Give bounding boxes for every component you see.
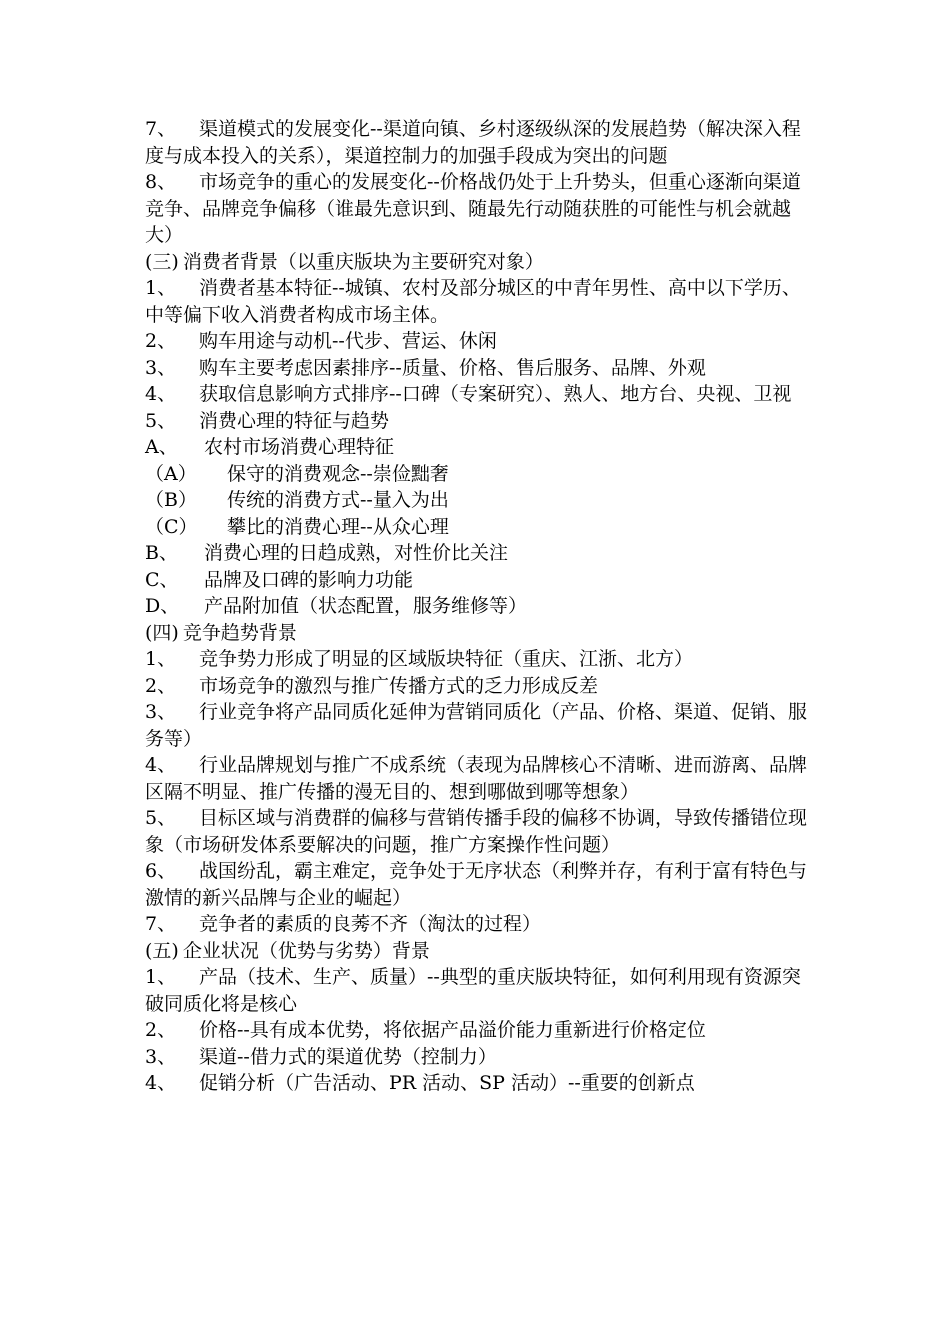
list-item [145, 646, 810, 673]
item-marker: 1、 [145, 648, 177, 670]
item-text: 消费者背景（以重庆版块为主要研究对象） [182, 250, 544, 273]
list-item [145, 540, 810, 567]
list-item [145, 567, 810, 594]
list-item [145, 461, 810, 488]
item-marker: 4、 [145, 754, 177, 776]
item-marker: 3、 [145, 356, 177, 379]
item-text: 市场竞争的重心的发展变化--价格战仍处于上升势头，但重心逐渐向渠道竞争、品牌竞争偏移（谁最先意识到、随最先行动随获胜的可能性与机会就越大） [145, 171, 801, 246]
list-item [145, 355, 810, 382]
list-item [145, 1070, 810, 1097]
list-item [145, 699, 810, 752]
item-marker: 1、 [145, 966, 177, 988]
item-text: 获取信息影响方式排序--口碑（专案研究）、熟人、地方台、央视、卫视 [199, 383, 792, 405]
item-text: 渠道--借力式的渠道优势（控制力） [199, 1045, 497, 1068]
item-marker: D、 [145, 595, 180, 617]
list-item [145, 673, 810, 700]
item-text: 行业品牌规划与推广不成系统（表现为品牌核心不清晰、进而游离、品牌区隔不明显、推广传播的漫无目的、想到哪做到哪等想象） [145, 754, 808, 803]
list-item [145, 514, 810, 541]
item-text: 消费心理的日趋成熟，对性价比关注 [204, 542, 509, 564]
document-body [145, 116, 810, 1097]
item-text: 购车主要考虑因素排序--质量、价格、售后服务、品牌、外观 [199, 356, 706, 379]
item-marker: 5、 [145, 807, 177, 829]
item-text: 产品（技术、生产、质量）--典型的重庆版块特征，如何利用现有资源突破同质化将是核心 [145, 966, 801, 1015]
item-text: 产品附加值（状态配置，服务维修等） [204, 595, 528, 617]
item-text: 传统的消费方式--量入为出 [227, 489, 449, 511]
item-marker: 3、 [145, 701, 177, 723]
item-text: 购车用途与动机--代步、营运、休闲 [199, 330, 497, 352]
list-item [145, 964, 810, 1017]
item-marker: 7、 [145, 913, 177, 935]
item-marker: 2、 [145, 674, 177, 697]
item-text: 行业竞争将产品同质化延伸为营销同质化（产品、价格、渠道、促销、服务等） [145, 701, 808, 750]
item-marker: 3、 [145, 1045, 177, 1068]
item-text: 企业状况（优势与劣势）背景 [182, 939, 430, 962]
list-item [145, 116, 810, 169]
section-heading [145, 938, 810, 965]
item-marker: (五) [145, 939, 179, 962]
item-marker: B、 [145, 542, 178, 564]
list-item [145, 1044, 810, 1071]
list-item [145, 169, 810, 249]
item-marker: （B） [145, 489, 197, 511]
item-marker: 2、 [145, 1019, 177, 1041]
item-text: 竞争趋势背景 [182, 621, 297, 644]
list-item [145, 434, 810, 461]
item-text: 促销分析（广告活动、PR 活动、SP 活动）--重要的创新点 [199, 1072, 695, 1094]
item-text: 市场竞争的激烈与推广传播方式的乏力形成反差 [199, 674, 599, 697]
list-item [145, 911, 810, 938]
document-page [145, 116, 810, 1097]
item-marker: A、 [145, 436, 178, 458]
item-marker: 1、 [145, 277, 177, 299]
item-marker: 7、 [145, 118, 177, 140]
list-item [145, 408, 810, 435]
item-text: 渠道模式的发展变化--渠道向镇、乡村逐级纵深的发展趋势（解决深入程度与成本投入的关系），渠道控制力的加强手段成为突出的问题 [145, 118, 801, 167]
item-text: 消费者基本特征--城镇、农村及部分城区的中青年男性、高中以下学历、中等偏下收入消费者构成市场主体。 [145, 277, 801, 326]
list-item [145, 275, 810, 328]
item-marker: C、 [145, 568, 179, 591]
list-item [145, 381, 810, 408]
list-item [145, 487, 810, 514]
item-marker: 5、 [145, 409, 177, 432]
item-text: 价格--具有成本优势，将依据产品溢价能力重新进行价格定位 [199, 1019, 706, 1041]
item-marker: 4、 [145, 383, 177, 405]
item-text: 竞争势力形成了明显的区域版块特征（重庆、江浙、北方） [199, 648, 694, 670]
section-heading [145, 249, 810, 276]
item-marker: (三) [145, 250, 179, 273]
section-heading [145, 620, 810, 647]
item-text: 竞争者的素质的良莠不齐（淘汰的过程） [199, 913, 542, 935]
item-text: 战国纷乱，霸主难定，竞争处于无序状态（利弊并存，有利于富有特色与激情的新兴品牌与企业的崛起） [145, 860, 808, 909]
item-text: 农村市场消费心理特征 [204, 436, 395, 458]
item-text: 保守的消费观念--崇俭黜奢 [227, 462, 449, 485]
list-item [145, 752, 810, 805]
item-text: 目标区域与消费群的偏移与营销传播手段的偏移不协调，导致传播错位现象（市场研发体系要解决的问题，推广方案操作性问题） [145, 807, 808, 856]
item-marker: （C） [145, 515, 198, 538]
item-marker: 2、 [145, 330, 177, 352]
item-text: 品牌及口碑的影响力功能 [204, 568, 414, 591]
list-item [145, 858, 810, 911]
item-marker: 8、 [145, 171, 177, 193]
item-marker: （A） [145, 462, 197, 485]
item-marker: (四) [145, 621, 179, 644]
list-item [145, 328, 810, 355]
item-text: 攀比的消费心理--从众心理 [227, 515, 449, 538]
list-item [145, 593, 810, 620]
item-marker: 6、 [145, 860, 177, 882]
list-item [145, 805, 810, 858]
list-item [145, 1017, 810, 1044]
item-marker: 4、 [145, 1072, 177, 1094]
item-text: 消费心理的特征与趋势 [199, 409, 390, 432]
